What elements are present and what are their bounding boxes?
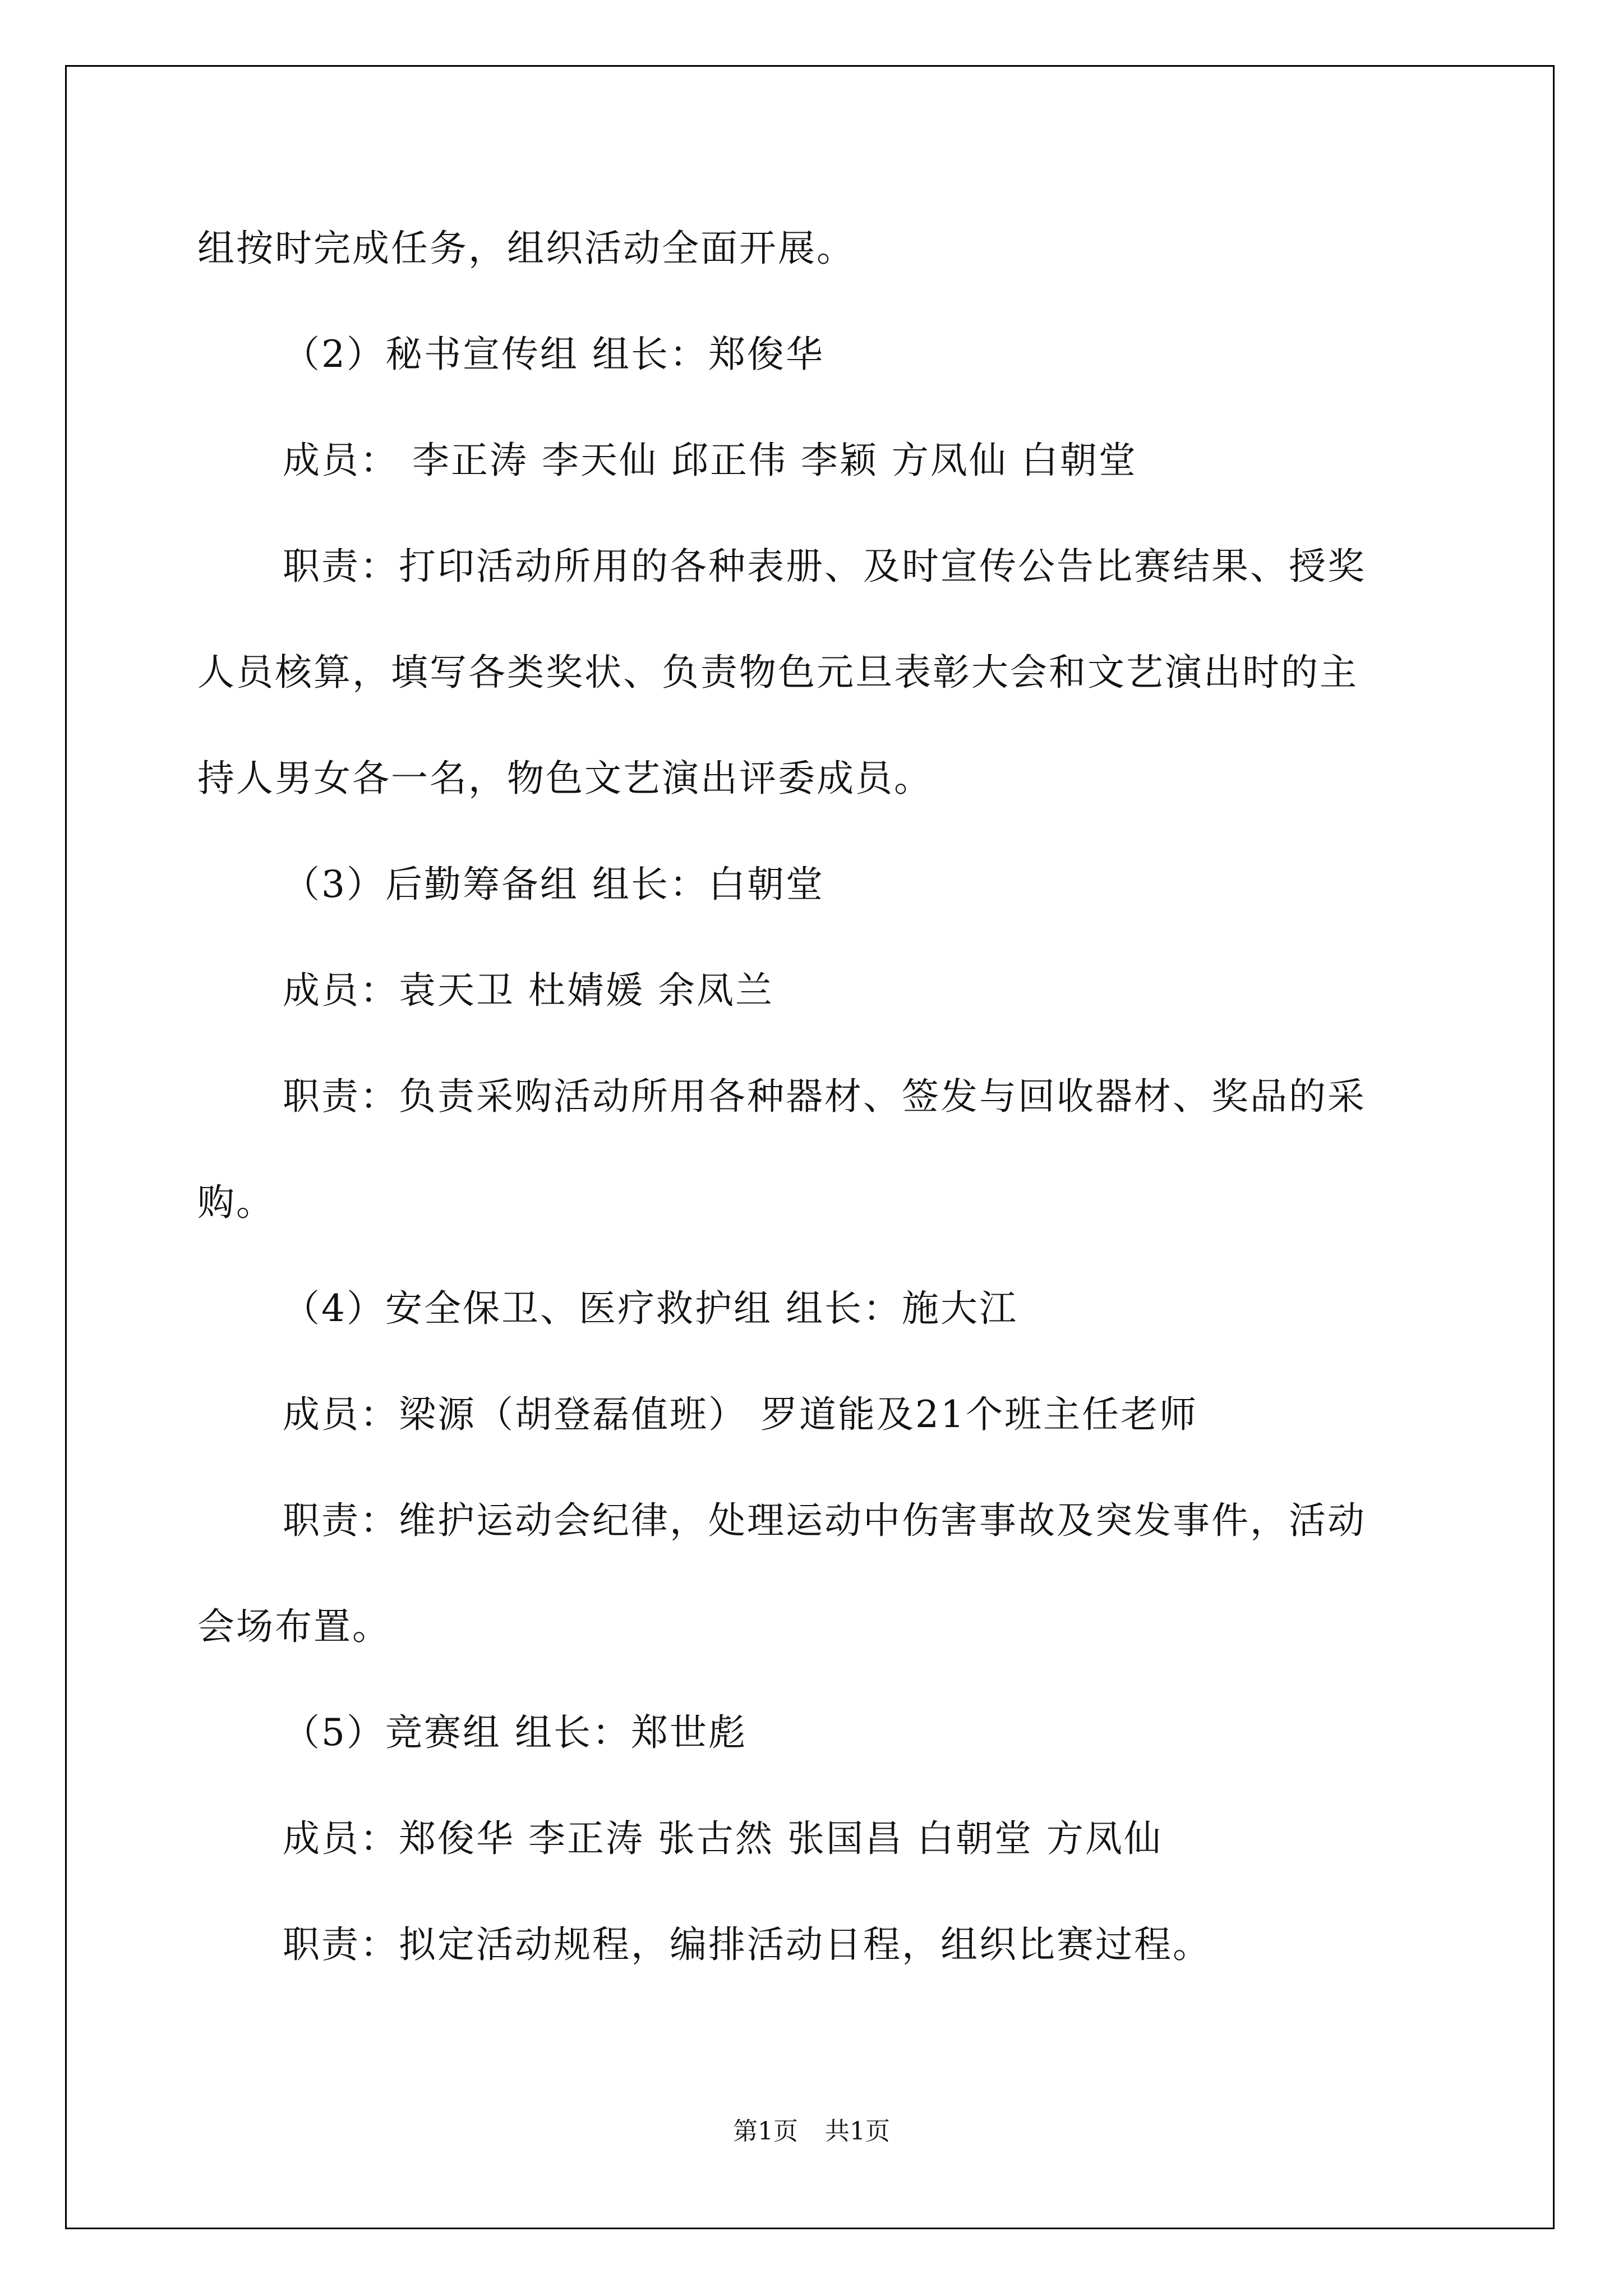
section-heading: （2）秘书宣传组 组长：郑俊华 [283,333,824,376]
members-line: 成员：梁源（胡登磊值班） 罗道能及21个班主任老师 [283,1393,1198,1436]
duties-line: 职责：维护运动会纪律，处理运动中伤害事故及突发事件，活动 [283,1499,1366,1542]
text-line: 购。 [197,1181,275,1224]
duties-line: 职责：拟定活动规程，编排活动日程，组织比赛过程。 [283,1923,1211,1966]
duties-line: 职责：负责采购活动所用各种器材、签发与回收器材、奖品的采 [283,1075,1366,1118]
page-footer [0,2115,1623,2148]
text-line: 组按时完成任务，组织活动全面开展。 [197,227,855,270]
members-line: 成员：郑俊华 李正涛 张古然 张国昌 白朝堂 方凤仙 [283,1817,1163,1860]
text-line: 持人男女各一名，物色文艺演出评委成员。 [197,757,933,800]
page-border [65,65,1555,2229]
members-line: 成员： 李正涛 李天仙 邱正伟 李颖 方凤仙 白朝堂 [283,439,1137,482]
text-line: 人员核算，填写各类奖状、负责物色元旦表彰大会和文艺演出时的主 [197,651,1358,694]
members-line: 成员：袁天卫 杜婧媛 余凤兰 [283,969,774,1012]
page-total: 共1页 [825,2117,890,2146]
text-line: 会场布置。 [197,1605,391,1648]
duties-line: 职责：打印活动所用的各种表册、及时宣传公告比赛结果、授奖 [283,545,1366,588]
section-heading: （3）后勤筹备组 组长：白朝堂 [283,863,824,906]
section-heading: （5）竞赛组 组长：郑世彪 [283,1711,747,1754]
page-number: 第1页 [733,2117,798,2146]
section-heading: （4）安全保卫、医疗救护组 组长：施大江 [283,1287,1018,1330]
